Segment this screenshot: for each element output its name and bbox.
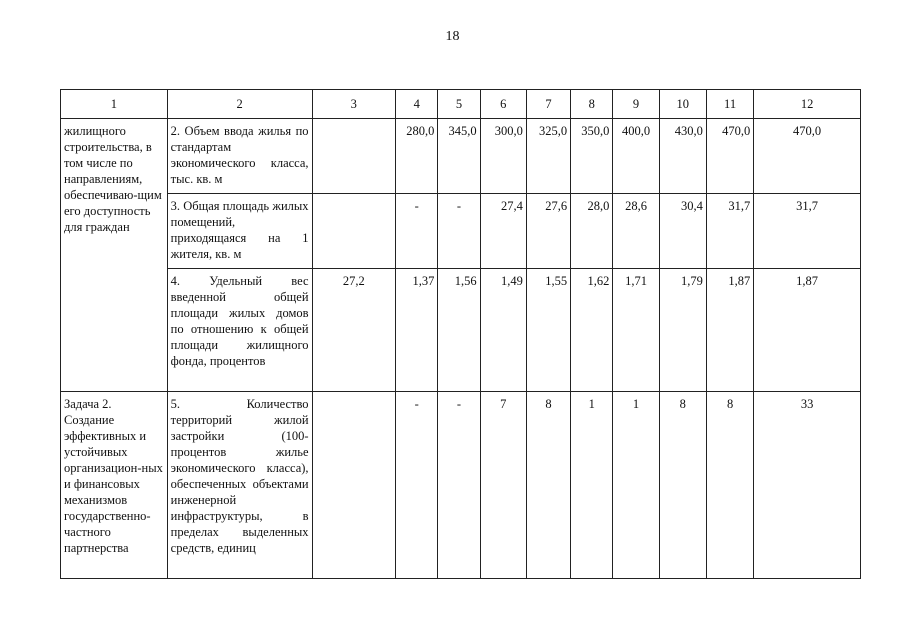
table-row	[61, 119, 861, 194]
value-cell: 470,0	[706, 119, 753, 194]
task-cell: Задача 2. Создание эффективных и устойчивых организацион-ных и финансовых механизмов государственно-частного партнерства	[61, 392, 168, 579]
value-cell: 1,37	[396, 269, 438, 392]
value-cell: 300,0	[480, 119, 526, 194]
value-cell: 430,0	[659, 119, 706, 194]
value-cell: 1,87	[706, 269, 753, 392]
value-cell: 1,56	[438, 269, 480, 392]
value-cell: 27,4	[480, 194, 526, 269]
value-cell: 8	[706, 392, 753, 579]
value-cell	[312, 392, 396, 579]
header-cell: 2	[167, 90, 312, 119]
indicator-cell: 5. Количество территорий жилой застройки (100-процентов жилье экономического класса), обеспеченных объектами инженерной инфраструктуры, в пределах выделенных средств, единиц	[167, 392, 312, 579]
header-cell: 5	[438, 90, 480, 119]
table-row	[61, 194, 861, 269]
value-cell: 1,79	[659, 269, 706, 392]
indicators-table	[60, 89, 861, 579]
value-cell: 1,49	[480, 269, 526, 392]
indicator-cell: 2. Объем ввода жилья по стандартам экономического класса, тыс. кв. м	[167, 119, 312, 194]
value-cell: 8	[659, 392, 706, 579]
value-cell: 8	[526, 392, 570, 579]
header-cell: 12	[754, 90, 861, 119]
value-cell: 7	[480, 392, 526, 579]
value-cell: 1,87	[754, 269, 861, 392]
header-row	[61, 90, 861, 119]
value-cell: 350,0	[571, 119, 613, 194]
header-cell: 11	[706, 90, 753, 119]
value-cell: 30,4	[659, 194, 706, 269]
value-cell: 1	[571, 392, 613, 579]
value-cell: 27,6	[526, 194, 570, 269]
value-cell: -	[396, 392, 438, 579]
value-cell: 33	[754, 392, 861, 579]
header-cell: 9	[613, 90, 659, 119]
value-cell: 470,0	[754, 119, 861, 194]
value-cell: 31,7	[754, 194, 861, 269]
value-cell: 28,6	[613, 194, 659, 269]
value-cell: 28,0	[571, 194, 613, 269]
value-cell: 1,71	[613, 269, 659, 392]
value-cell: 345,0	[438, 119, 480, 194]
header-cell: 3	[312, 90, 396, 119]
value-cell: 1,55	[526, 269, 570, 392]
value-cell: 280,0	[396, 119, 438, 194]
value-cell: 325,0	[526, 119, 570, 194]
task-cell: жилищного строительства, в том числе по направлениям, обеспечиваю-щим его доступность для граждан	[61, 119, 168, 392]
header-cell: 1	[61, 90, 168, 119]
indicator-cell: 4. Удельный вес введенной общей площади жилых домов по отношению к общей площади жилищного фонда, процентов	[167, 269, 312, 392]
value-cell: 27,2	[312, 269, 396, 392]
table-row	[61, 392, 861, 579]
header-cell: 8	[571, 90, 613, 119]
value-cell: 1,62	[571, 269, 613, 392]
value-cell	[312, 119, 396, 194]
header-cell: 4	[396, 90, 438, 119]
value-cell	[312, 194, 396, 269]
header-cell: 10	[659, 90, 706, 119]
value-cell: 400,0	[613, 119, 659, 194]
value-cell: -	[438, 194, 480, 269]
table-row	[61, 269, 861, 392]
value-cell: 31,7	[706, 194, 753, 269]
indicator-cell: 3. Общая площадь жилых помещений, приходящаяся на 1 жителя, кв. м	[167, 194, 312, 269]
header-cell: 7	[526, 90, 570, 119]
header-cell: 6	[480, 90, 526, 119]
page-number: 18	[445, 29, 460, 44]
value-cell: 1	[613, 392, 659, 579]
value-cell: -	[438, 392, 480, 579]
value-cell: -	[396, 194, 438, 269]
